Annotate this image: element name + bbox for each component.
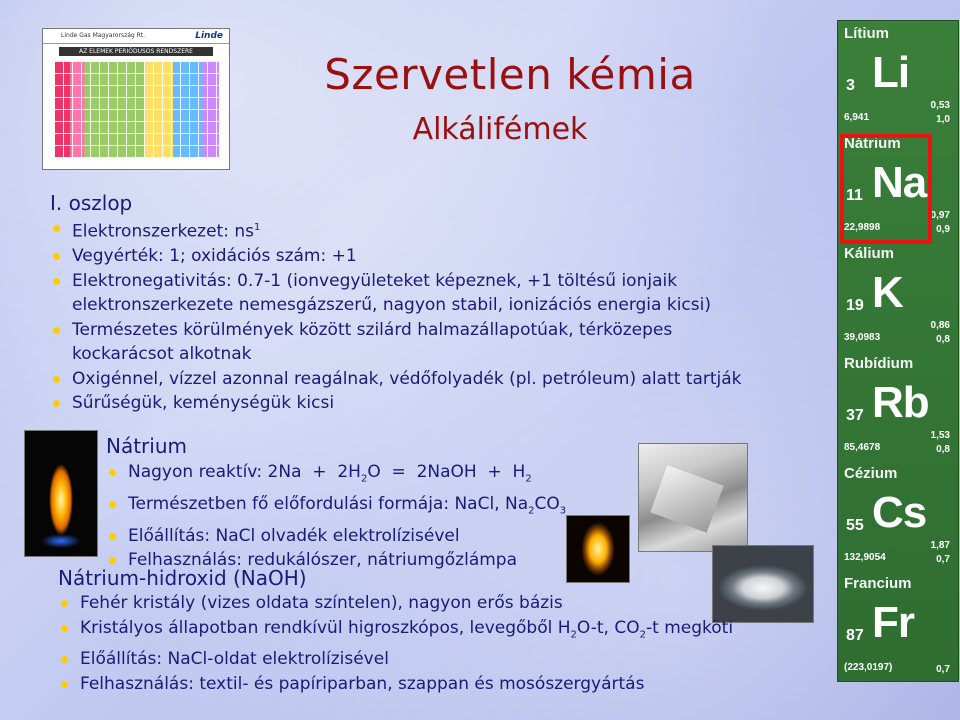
element-number: 11 [846,187,863,204]
naoh-item-2: Kristályos állapotban rendkívül higroszkópos, levegőből $H_2O-t$, $CO_2-t$ megköti [58,616,733,648]
element-en: 1,87 [930,540,950,551]
element-name: Rubídium [844,355,914,372]
element-tile-cs [838,461,958,571]
element-en: 0,97 [930,210,950,221]
sodium-section [106,432,566,573]
element-ox: 0,7 [936,554,950,565]
sodium-flame-photo [24,430,98,557]
group-heading: I. oszlop [50,191,133,215]
element-mass: 132,9054 [844,552,886,563]
slide-title: Szervetlen kémia [324,50,696,99]
group-item-4: elektronszerkezete nemesgázszerű, nagyon stabil, ionizációs energia kicsi) [72,295,711,316]
element-name: Lítium [844,25,889,42]
naoh-list [58,591,733,696]
element-ox: 0,8 [936,334,950,345]
element-ox: 0,8 [936,444,950,455]
periodic-table-header: Linde Gas Magyarország Rt. [43,29,229,44]
element-tile-fr [838,571,958,681]
element-ox: 0,9 [936,224,950,235]
periodic-table-grid [55,61,219,157]
periodic-table-band: AZ ELEMEK PERIÓDUSOS RENDSZERE [59,47,213,56]
naoh-heading: Nátrium-hidroxid (NaOH) [58,566,307,590]
group-item-8: Sűrűségük, keménységük kicsi [50,391,742,416]
element-en: 0,53 [930,100,950,111]
linde-logo: Linde [195,31,223,41]
element-en: 1,53 [930,430,950,441]
sodium-heading: Nátrium [106,434,187,458]
group-list [50,216,742,416]
sodium-list [106,460,566,573]
element-ox: 0,7 [936,664,950,675]
element-symbol: Fr [872,598,914,647]
naoh-section [58,565,733,696]
element-mass: 6,941 [844,112,870,123]
element-tile-rb [838,351,958,461]
element-tile-k [838,241,958,351]
sodium-metal-photo [638,443,748,552]
group-section [50,190,742,416]
naoh-item-1: Fehér kristály (vizes oldata színtelen), nagyon erős bázis [58,591,733,616]
element-symbol: Cs [872,488,927,537]
element-symbol: Li [872,48,910,97]
group-item-3: Elektronegativitás: 0.7-1 (ionvegyületeket képeznek, +1 töltésű ionjaik [50,269,742,294]
sodium-item-4: Felhasználás: redukálószer, nátriumgőzlámpa [106,548,566,573]
element-tile-li [838,21,958,131]
element-symbol: K [872,268,903,317]
sodium-highlight-frame [840,134,932,244]
element-number: 87 [846,627,864,644]
periodic-table-image [42,28,230,170]
group-item-5: Természetes körülmények között szilárd halmazállapotúak, térközepes [50,318,742,343]
element-number: 19 [846,297,864,314]
element-mass: 22,9898 [844,222,881,233]
element-name: Cézium [844,465,898,482]
naoh-item-3: Előállítás: NaCl-oldat elektrolízisével [58,647,733,672]
slide-subtitle: Alkálifémek [412,112,588,147]
element-symbol: Rb [872,378,929,427]
element-number: 55 [846,517,864,534]
element-number: 37 [846,407,864,424]
alkali-metals-column [837,20,959,682]
element-name: Nátrium [844,135,901,152]
sodium-item-2: Természetben fő előfordulási formája: NaCl, $Na_2CO_3$ [106,492,566,524]
sodium-item-3: Előállítás: NaCl olvadék elektrolízisével [106,524,566,549]
element-ox: 1,0 [936,114,950,125]
element-en: 0,86 [930,320,950,331]
element-mass: 39,0983 [844,332,881,343]
group-item-6: kockarácsot alkotnak [72,344,252,365]
group-item-2: Vegyérték: 1; oxidációs szám: +1 [50,244,742,269]
element-name: Francium [844,575,912,592]
element-number: 3 [846,77,855,94]
sodium-item-1: Nagyon reaktív: $2Na + 2H_2O$ = 2NaOH + $H_2$ [106,460,566,492]
group-item-7: Oxigénnel, vízzel azonnal reagálnak, védőfolyadék (pl. petróleum) alatt tartják [50,367,742,392]
group-item-1: Elektronszerkezet: $ns^1$ [50,216,742,244]
element-symbol: Na [872,158,927,207]
element-mass: 85,4678 [844,442,881,453]
element-mass: (223,0197) [844,662,893,673]
naoh-item-4: Felhasználás: textil- és papíriparban, szappan és mosószergyártás [58,672,733,697]
element-name: Kálium [844,245,895,262]
